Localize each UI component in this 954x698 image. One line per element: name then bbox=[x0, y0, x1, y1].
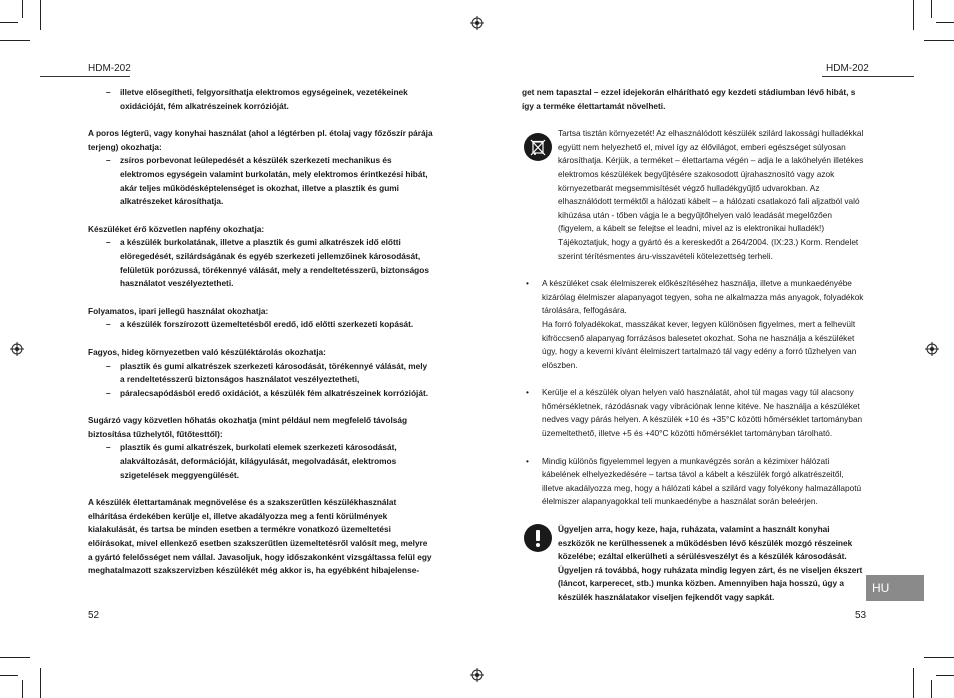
left-page-body bbox=[88, 86, 433, 578]
registration-mark-icon bbox=[470, 16, 484, 30]
dash-list-item: – páralecsapódásból eredő oxidációt, a készülék fém alkatrészeinek korrózióját. bbox=[88, 387, 433, 401]
crop-mark bbox=[22, 0, 23, 18]
dash-list-item: – a készülék burkolatának, illetve a plasztik és gumi alkatrészek idő előtti elöregedését, szilárdságának és egyéb szerkezeti jellemzőinek károsodását, felületük porózussá, törékennyé válását, mely a rendeltetésszerű, biztonságos használatot veszélyeztetheti. bbox=[88, 236, 433, 290]
spacer bbox=[88, 482, 433, 496]
crop-mark bbox=[936, 22, 954, 23]
crop-mark bbox=[936, 675, 954, 676]
registration-mark-icon bbox=[470, 668, 484, 682]
crossed-out-wheelie-bin-icon bbox=[524, 133, 552, 161]
dash-list-item: – a készülék forszírozott üzemeltetésből eredő, idő előtti szerkezeti kopását. bbox=[88, 318, 433, 332]
environment-paragraph-2: Tájékoztatjuk, hogy a gyártó és a kereskedőt a 264/2004. (IX:23.) Korm. Rendelet szerint térítésmentes áru-visszavételi kötelezettség terheli. bbox=[558, 236, 859, 261]
dash-list-item: – plasztik és gumi alkatrészek szerkezeti károsodását, törékennyé válását, mely a rendeltetésszerű biztonságos használatot veszélyeztetheti, bbox=[88, 360, 433, 387]
list-item bbox=[522, 455, 867, 509]
crop-mark bbox=[913, 668, 914, 698]
crop-mark bbox=[0, 675, 18, 676]
list-item bbox=[522, 386, 867, 440]
header-rule-left bbox=[40, 76, 130, 77]
right-page-body bbox=[522, 86, 867, 605]
dash-list-item: – plasztik és gumi alkatrészek, burkolati elemek szerkezeti károsodását, alakváltozását, deformációját, kilágyulását, megolvadását, elektromos szigetelések meggyengülését. bbox=[88, 441, 433, 482]
crop-mark bbox=[931, 680, 932, 698]
warning-paragraph: Ügyeljen arra, hogy keze, haja, ruházata, valamint a használt konyhai eszközök ne kerülhessenek a működésben lévő készülék mozgó részeinek közelébe; ezáltal elkerülheti a sérülésveszélyt és a készülék károsodását. Ügyeljen rá továbbá, hogy ruházata mindig legyen zárt, és ne viseljen ékszert (láncot, karperecet, stb.) munka közben. Amennyiben haja hosszú, úgy a készülék használatakor viseljen fejkendőt vagy sapkát. bbox=[558, 524, 863, 602]
crop-mark bbox=[40, 668, 41, 698]
section-heading: A poros légterű, vagy konyhai használat (ahol a légtérben pl. étolaj vagy főzőszír párája terjeng) okozhatja: bbox=[88, 128, 433, 152]
spacer bbox=[88, 209, 433, 223]
model-header-left: HDM-202 bbox=[88, 63, 131, 74]
spacer bbox=[88, 291, 433, 305]
spacer bbox=[88, 113, 433, 127]
bullet-text: • Kerülje el a készülék olyan helyen való használatát, ahol túl magas vagy túl alacsony hőmérsékletnek, rázódásnak vagy vibrációnak lenne kitéve. Ne használja a készüléket nedves vagy párás helyen. A készülék +10 és +35°C közötti hőmérséklet tartományban üzemeltethető, illetve +5 és +40°C közötti hőmérséklet tartományban tárolható. bbox=[542, 387, 863, 439]
crop-mark bbox=[924, 657, 954, 658]
bullet-text: • Mindig különös figyelemmel legyen a munkavégzés során a kézimixer hálózati kábelének elhelyezkedésére – tartsa távol a kábelt a készülék forgó alkatrészeitől, illetve akadályozza meg, hogy a hálózati kábel a szilárd vagy folyékony halmazállapotú élelmiszer alapanyagokkal teli munkaedénybe a használat során beleérjen. bbox=[542, 455, 862, 507]
spacer bbox=[88, 332, 433, 346]
crop-mark bbox=[913, 0, 914, 30]
intro-paragraph: get nem tapasztal – ezzel idejekorán elhárítható egy kezdeti stádiumban lévő hibát, s így a terméke élettartamát növelheti. bbox=[522, 87, 856, 111]
registration-mark-icon bbox=[925, 342, 939, 356]
section-heading: Fagyos, hideg környezetben való készüléktárolás okozhatja: bbox=[88, 346, 326, 357]
language-tab: HU bbox=[866, 575, 924, 601]
crop-mark bbox=[931, 0, 932, 18]
header-rule-right bbox=[822, 76, 914, 77]
exclamation-warning-icon bbox=[524, 524, 552, 552]
dash-list-item: – illetve elősegítheti, felgyorsíthatja elektromos egységeinek, vezetékeinek oxidációját, fém alkatrészeinek korrózióját. bbox=[88, 86, 433, 113]
section-heading: A készülék élettartamának megnövelése és a szakszerűtlen készülékhasználat elhárítása érdekében kerülje el, illetve akadályozza meg a fenti körülmények kialakulását, és tartsa be minden esetben a termékre vonatkozó üzemeltetési előírásokat, mivel ellenkező esetben szakszerűtlen üzemeltetésről valósít meg, melyre a gyártó felelősséget nem vállal. Javasoljuk, hogy időszakonként vizsgáltassa felül egy meghatalmazott szakszervizben készülékét még akkor is, ha egyébként hibajelense- bbox=[88, 497, 432, 576]
spacer bbox=[88, 400, 433, 414]
crop-mark bbox=[22, 680, 23, 698]
bullet-extra: Ha forró folyadékokat, masszákat kever, legyen különösen figyelmes, mert a felhevült kifröccsenő alapanyag forrázásos balesetet okozhat. Soha ne használja a készüléket úgy, hogy a keverni kívánt élelmiszert tartalmazó tál vagy edény a forró tűzhelyen van elöszben. bbox=[542, 318, 857, 370]
page-number-right: 53 bbox=[855, 610, 867, 621]
crop-mark bbox=[0, 22, 18, 23]
section-heading: Sugárzó vagy közvetlen hőhatás okozhatja (mint például nem megfelelő távolság biztosítása tűzhelytől, fűtőtesttől): bbox=[88, 415, 408, 439]
crop-mark bbox=[924, 40, 954, 41]
registration-mark-icon bbox=[10, 342, 24, 356]
section-heading: Folyamatos, ipari jellegű használat okozhatja: bbox=[88, 305, 269, 316]
page-number-left: 52 bbox=[88, 610, 100, 621]
model-header-right: HDM-202 bbox=[826, 63, 869, 74]
crop-mark bbox=[0, 40, 30, 41]
section-heading: Készüléket érő közvetlen napfény okozhatja: bbox=[88, 223, 265, 234]
environment-paragraph: Tartsa tisztán környezetét! Az elhasználódott készülék szilárd lakossági hulladékkal együtt nem helyezhető el, mivel így az élővilágot, emberi egészséget súlyosan károsíthatja. Kérjük, a terméket – élettartama végén – adja le a lakóhelyén illetékes elektromos készülékek begyűjtésére szakosodott újrahasznosító vagy azok környezetbarát megsemmisítését végző hulladékgyűjtő udvarokban. Az elhasználódott terméktől a hálózati kábelt – a hálózati csatlakozó fali aljzatból való kihúzása után - tőben vágja le a begyűjtőhelyen való leadását megelőzően (figyelem, a kábelt se felejtse el leadni, mivel az is elektronikai hulladék!) bbox=[558, 128, 864, 234]
crop-mark bbox=[0, 657, 30, 658]
crop-mark bbox=[40, 0, 41, 30]
list-item bbox=[522, 277, 867, 372]
bullet-text: • A készüléket csak élelmiszerek előkészítéséhez használja, illetve a munkaedényébe kizárólag élelmiszer alapanyagot tegyen, soha ne alkalmazza más anyagok, folyadékok tárolására, felfogására. bbox=[542, 278, 864, 316]
dash-list-item: – zsíros porbevonat leülepedését a készülék szerkezeti mechanikus és elektromos egységein valamint burkolatán, mely elektromos érintkezési hibát, akár teljes működésképtelenséget is okozhat, illetve a plasztik és gumi alkatrészeket károsíthatja. bbox=[88, 154, 433, 208]
